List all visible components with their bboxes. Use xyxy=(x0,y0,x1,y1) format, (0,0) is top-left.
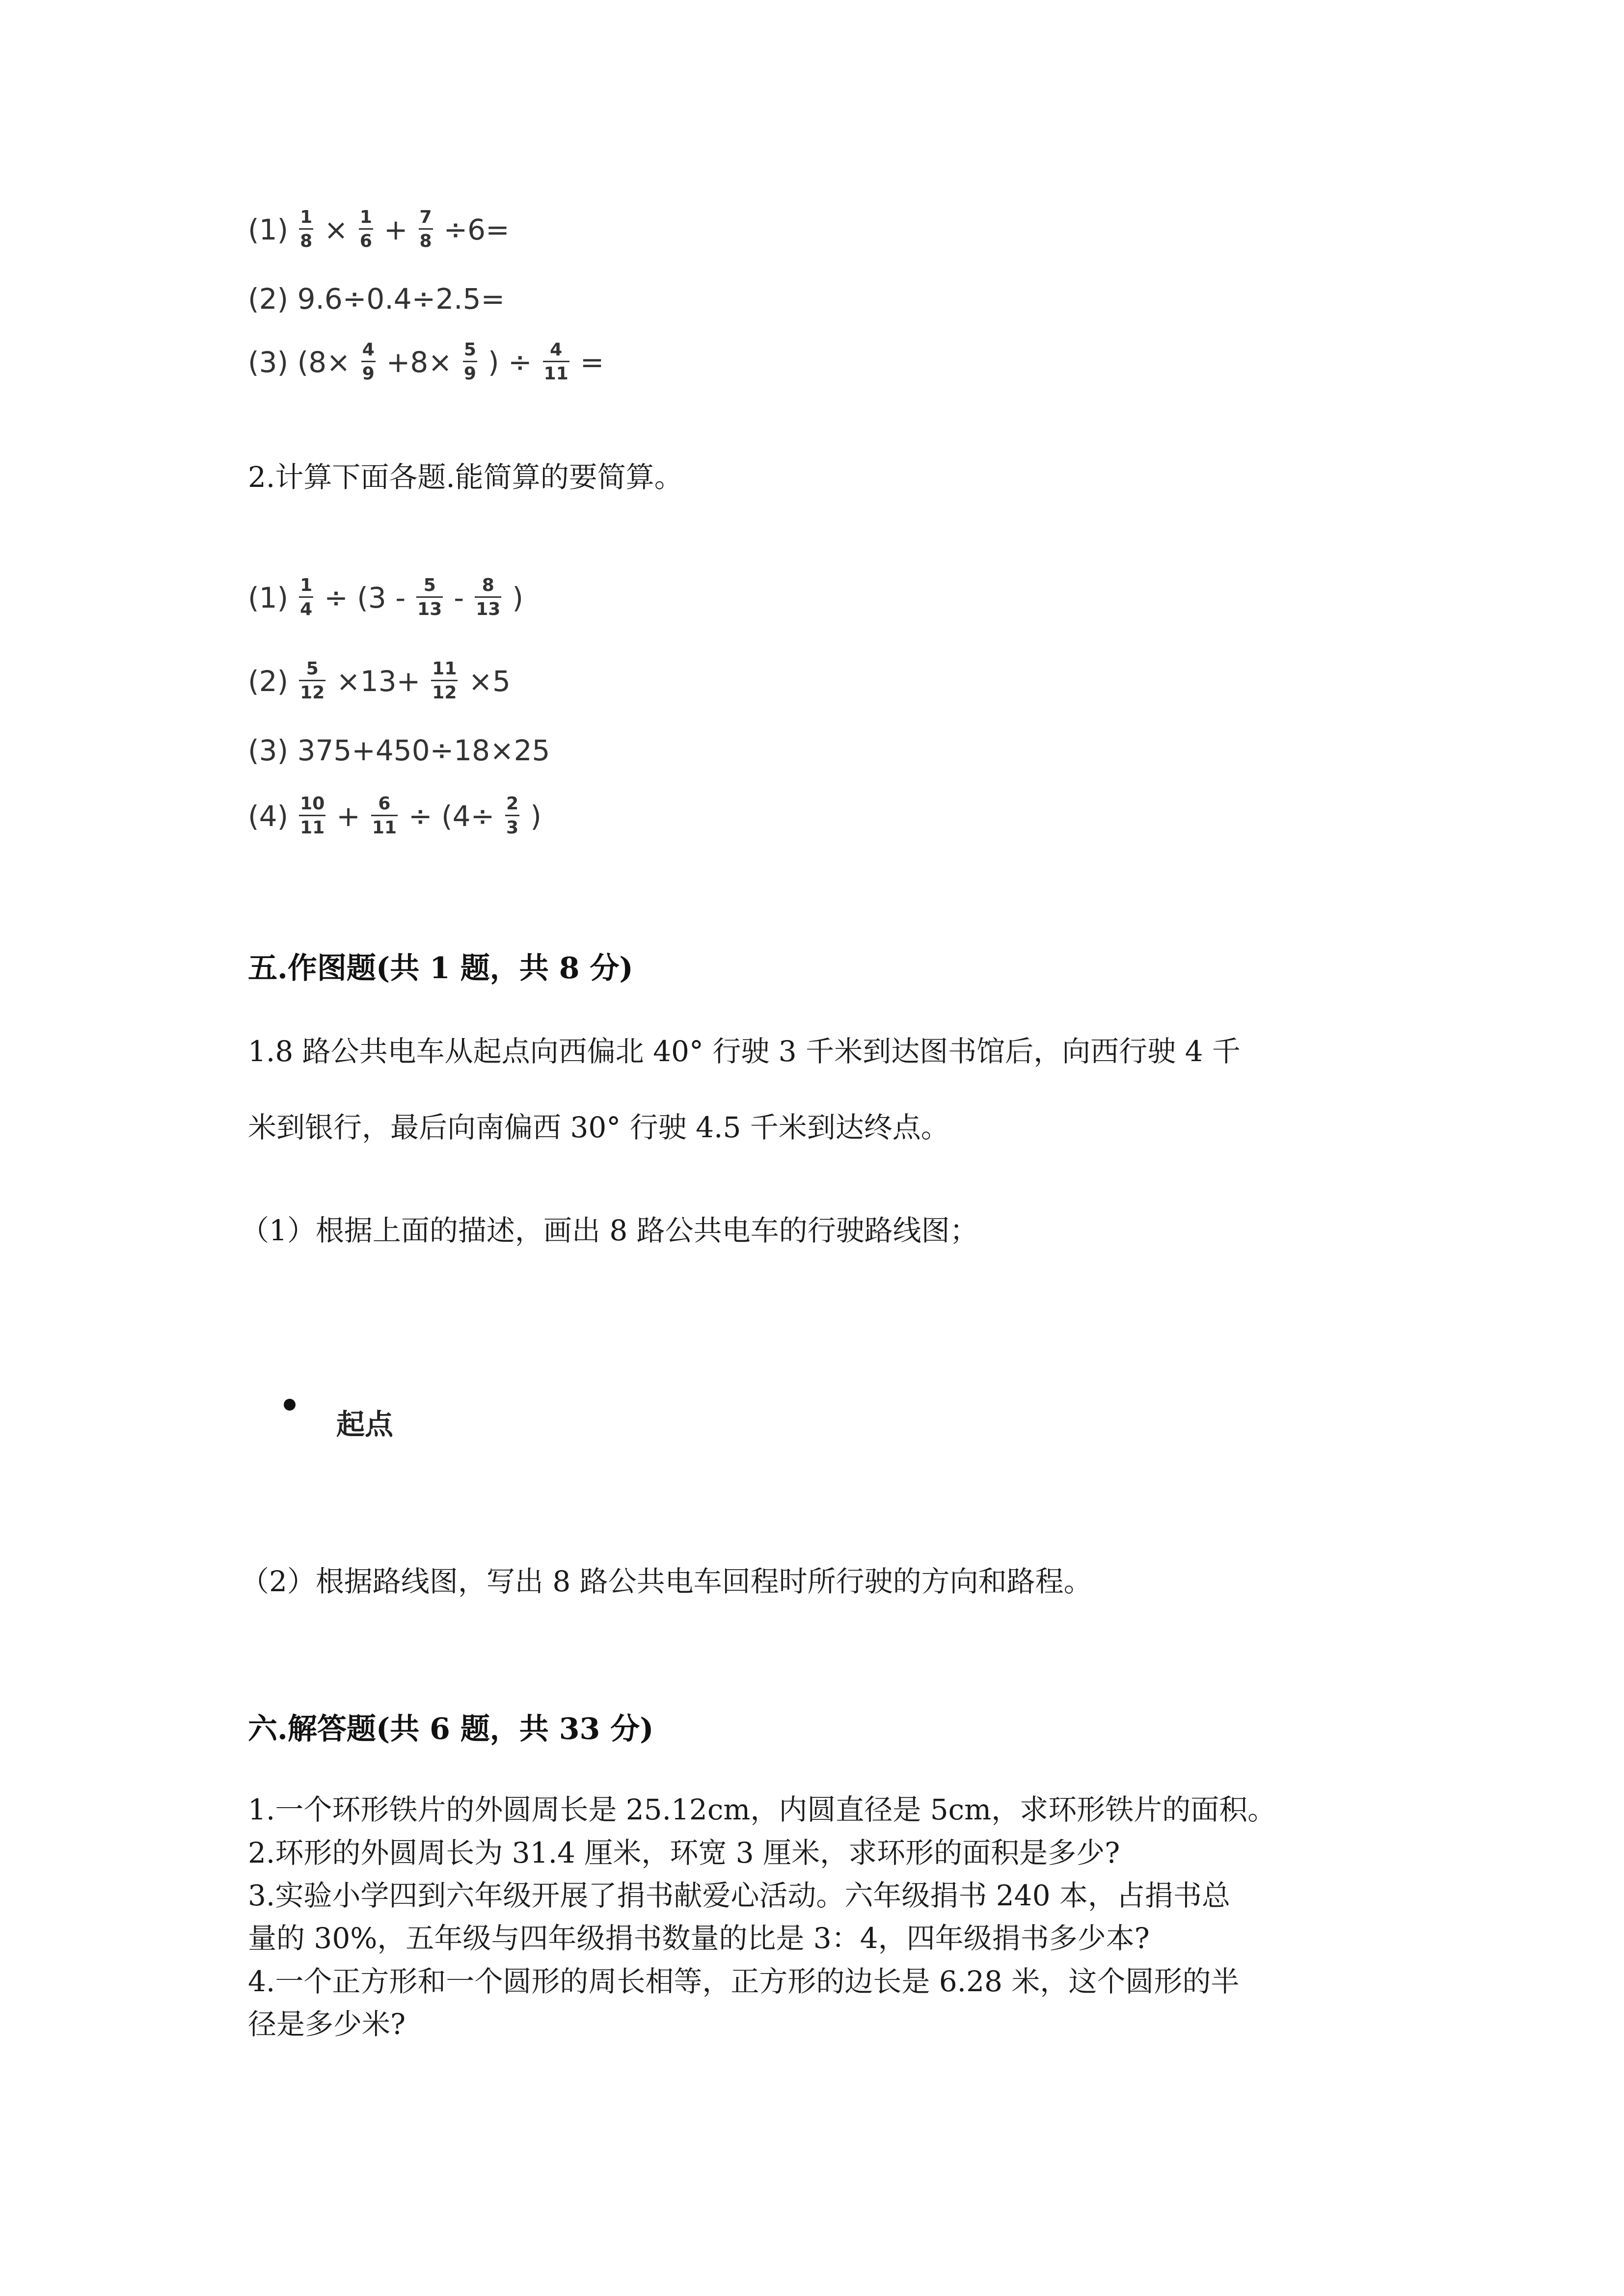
problem-line: 米到银行，最后向南偏西 30° 行驶 4.5 千米到达终点。 xyxy=(248,1111,949,1144)
problem-line: 1.一个环形铁片的外圆周长是 25.12cm，内圆直径是 5cm，求环形铁片的面积。 xyxy=(248,1793,1276,1826)
calc-prefix: (4) xyxy=(248,799,289,833)
problem-line: 4.一个正方形和一个圆形的周长相等，正方形的边长是 6.28 米，这个圆形的半 xyxy=(248,1965,1240,1998)
fraction: $\frac{8}{13}$ xyxy=(476,575,501,619)
problem-line: 量的 30%，五年级与四年级捐书数量的比是 3：4，四年级捐书多少本? xyxy=(248,1922,1150,1955)
fraction: $\frac{5}{13}$ xyxy=(417,575,442,619)
calc-1-1 xyxy=(248,209,510,250)
problem-line: 2.环形的外圆周长为 31.4 厘米，环宽 3 厘米，求环形的面积是多少? xyxy=(248,1836,1120,1869)
calc-prefix: (3) (8× xyxy=(248,345,351,379)
calc-text: (3) 375+450÷18×25 xyxy=(248,734,550,767)
fraction: $\frac{6}{11}$ xyxy=(372,794,397,838)
section2-title: 2.计算下面各题.能简算的要简算。 xyxy=(248,460,683,494)
calc-tail: = xyxy=(580,345,604,379)
fraction: $\frac{10}{11}$ xyxy=(300,794,325,838)
fraction: $\frac{5}{9}$ xyxy=(463,340,476,384)
fraction: $\frac{1}{6}$ xyxy=(359,207,372,251)
sub-question: （2）根据路线图，写出 8 路公共电车回程时所行驶的方向和路程。 xyxy=(241,1565,1092,1598)
fraction: $\frac{7}{8}$ xyxy=(419,207,432,251)
calc-2-3 xyxy=(248,734,550,767)
fraction: $\frac{1}{4}$ xyxy=(300,575,313,619)
operator: + xyxy=(336,799,360,833)
start-label: 起点 xyxy=(336,1408,394,1441)
section5-heading: 五.作图题(共 1 题，共 8 分) xyxy=(248,951,633,986)
calc-text: (2) 9.6÷0.4÷2.5= xyxy=(248,282,505,316)
fraction: $\frac{4}{11}$ xyxy=(543,340,568,384)
problem-line: 3.实验小学四到六年级开展了捐书献爱心活动。六年级捐书 240 本，占捐书总 xyxy=(248,1879,1230,1912)
calc-mid: ÷ (3 - xyxy=(324,581,406,614)
operator: + xyxy=(383,213,408,246)
fraction: $\frac{5}{12}$ xyxy=(300,659,325,703)
calc-prefix: (2) xyxy=(248,664,289,698)
calc-prefix: (1) xyxy=(248,581,289,614)
problem-line: 径是多少米? xyxy=(248,2007,406,2041)
start-point-dot xyxy=(284,1399,296,1411)
section6-heading: 六.解答题(共 6 题，共 33 分) xyxy=(248,1712,654,1746)
fraction: $\frac{4}{9}$ xyxy=(362,340,375,384)
calc-2-4 xyxy=(248,795,541,837)
calc-1-3 xyxy=(248,341,604,383)
operator: × xyxy=(324,213,348,246)
problem-line: 1.8 路公共电车从起点向西偏北 40° 行驶 3 千米到达图书馆后，向西行驶 4 千 xyxy=(248,1035,1241,1068)
calc-1-2 xyxy=(248,282,505,316)
calc-mid: +8× xyxy=(386,345,452,379)
calc-tail: ) xyxy=(512,581,523,614)
calc-tail: ) xyxy=(530,799,541,833)
fraction: $\frac{2}{3}$ xyxy=(506,794,519,838)
fraction: $\frac{11}{12}$ xyxy=(432,659,457,703)
calc-tail: ×5 xyxy=(468,664,511,698)
calc-2-2 xyxy=(248,660,511,702)
calc-mid: ÷ (4÷ xyxy=(408,799,495,833)
calc-tail: ÷6= xyxy=(443,213,510,246)
sub-question: （1）根据上面的描述，画出 8 路公共电车的行驶路线图； xyxy=(241,1214,978,1247)
calc-2-1 xyxy=(248,577,523,618)
fraction: $\frac{1}{8}$ xyxy=(300,207,313,251)
calc-close: ) ÷ xyxy=(487,345,532,379)
calc-mid: ×13+ xyxy=(336,664,421,698)
operator: - xyxy=(454,581,464,614)
calc-prefix: (1) xyxy=(248,213,289,246)
